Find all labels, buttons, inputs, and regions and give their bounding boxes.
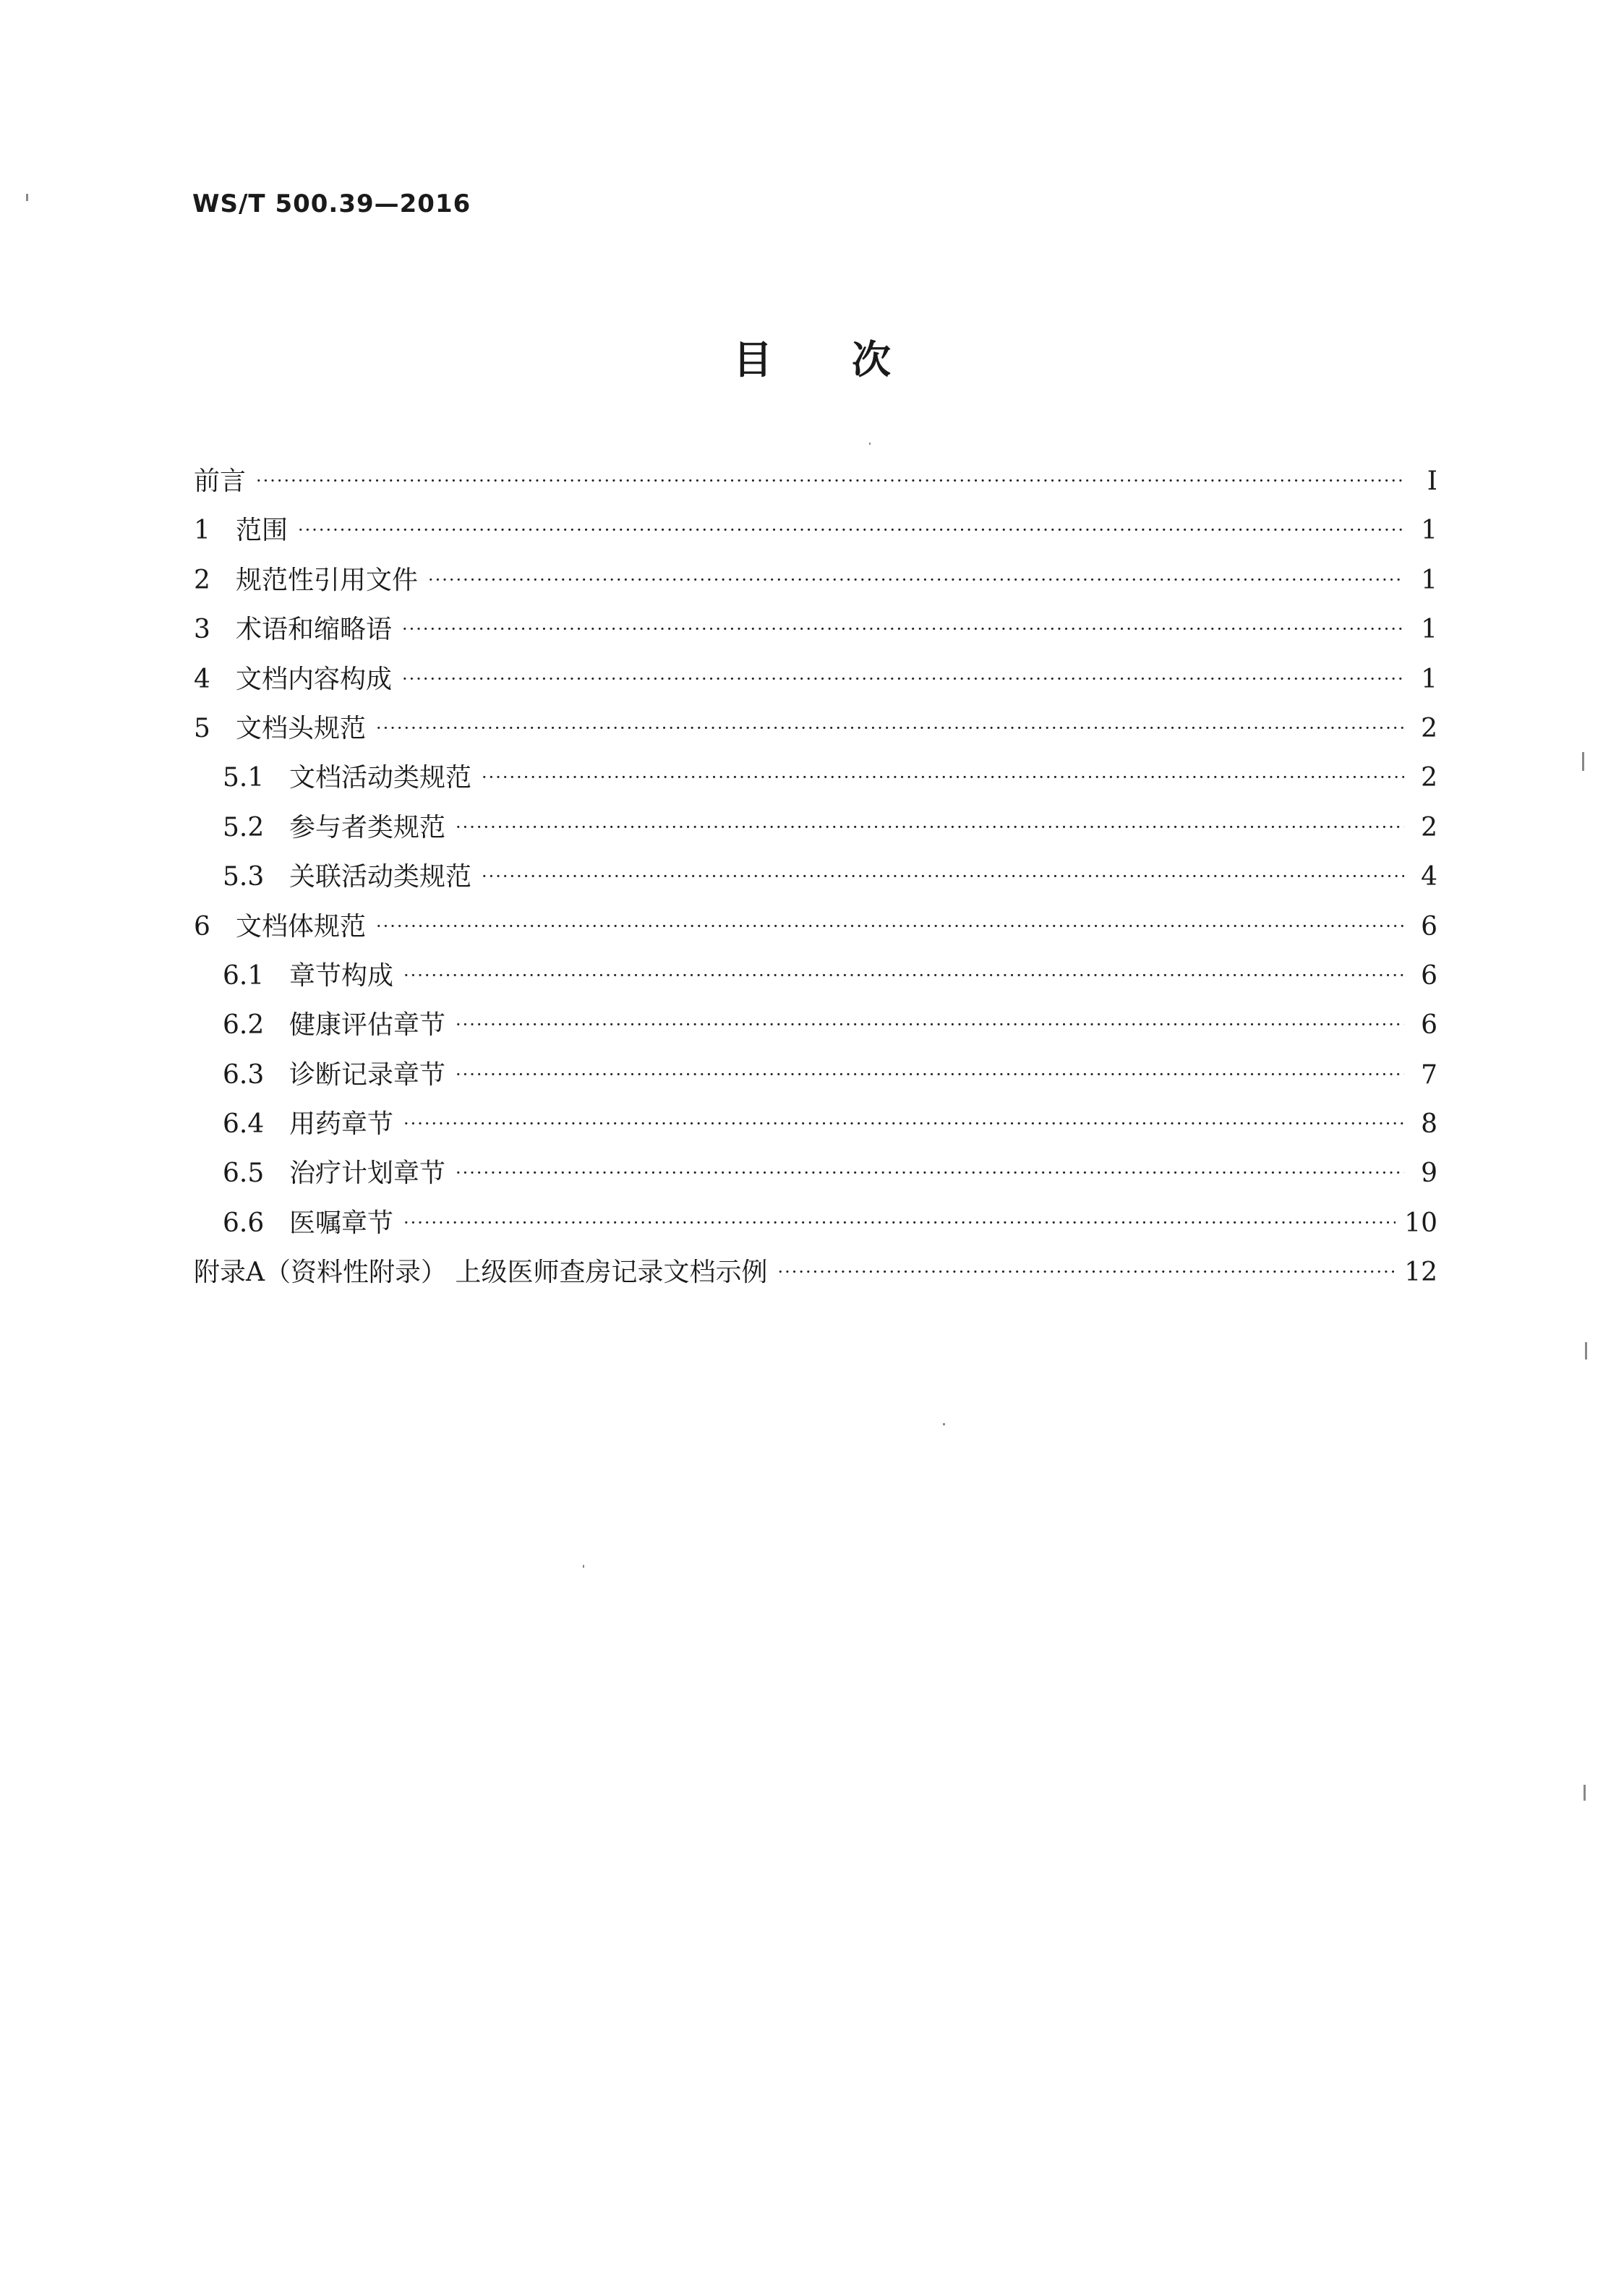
- scan-speck: [1585, 1342, 1587, 1360]
- toc-leader-dots: [456, 1000, 1404, 1049]
- toc-entry-appendix-a[interactable]: [194, 1248, 1437, 1297]
- toc-leader-dots: [376, 902, 1404, 951]
- toc-entry-number: 6.2: [223, 1010, 265, 1041]
- toc-entry-page: 4: [1421, 862, 1437, 892]
- toc-entry-number: 6: [194, 911, 210, 942]
- toc-entry-3[interactable]: [194, 605, 1437, 654]
- toc-entry-number: 6.1: [223, 960, 265, 991]
- toc-entry-label: 健康评估章节: [289, 1010, 446, 1041]
- toc-leader-dots: [482, 753, 1404, 802]
- toc-entry-6[interactable]: [194, 902, 1437, 952]
- toc-entry-label: 文档体规范: [236, 911, 367, 942]
- toc-leader-dots: [403, 1198, 1396, 1247]
- toc-entry-page: 12: [1404, 1258, 1437, 1288]
- toc-entry-number: 4: [194, 664, 210, 694]
- toc-entry-foreword[interactable]: [194, 457, 1437, 506]
- toc-entry-6-3[interactable]: [194, 1051, 1437, 1100]
- toc-entry-page: 2: [1421, 763, 1437, 793]
- toc-entry-label: 术语和缩略语: [236, 615, 393, 645]
- toc-entry-page: 10: [1404, 1208, 1437, 1238]
- toc-entry-label: 文档内容构成: [236, 664, 393, 694]
- toc-entry-label: 用药章节: [289, 1109, 394, 1140]
- toc-entry-6-1[interactable]: [194, 952, 1437, 1001]
- toc-entry-label: 附录A（资料性附录） 上级医师查房记录文档示例: [194, 1258, 768, 1288]
- toc-entry-label: 医嘱章节: [289, 1208, 394, 1238]
- scan-speck: [26, 194, 28, 201]
- toc-entry-number: 1: [194, 516, 210, 546]
- toc-entry-page: 9: [1421, 1158, 1437, 1189]
- toc-leader-dots: [482, 852, 1404, 901]
- toc-entry-number: 3: [194, 615, 210, 645]
- toc-entry-label: 文档头规范: [236, 713, 367, 743]
- toc-entry-page: 6: [1421, 1010, 1437, 1041]
- toc-entry-label: 范围: [236, 516, 289, 546]
- table-of-contents: [194, 457, 1437, 1298]
- toc-entry-number: 6.5: [223, 1158, 265, 1189]
- toc-entry-page: 1: [1421, 615, 1437, 645]
- page-title: 目次: [733, 337, 970, 383]
- toc-entry-number: 5.1: [223, 763, 265, 793]
- toc-entry-page: Ⅰ: [1427, 466, 1437, 496]
- toc-entry-label: 规范性引用文件: [236, 565, 419, 595]
- scan-speck: [943, 1423, 945, 1425]
- toc-leader-dots: [402, 654, 1404, 704]
- toc-leader-dots: [298, 505, 1404, 555]
- toc-entry-label: 前言: [194, 466, 247, 496]
- scan-speck: [869, 443, 871, 445]
- toc-entry-number: 6.6: [223, 1208, 265, 1238]
- toc-entry-page: 1: [1421, 516, 1437, 546]
- toc-entry-page: 8: [1421, 1109, 1437, 1140]
- toc-entry-label: 诊断记录章节: [289, 1059, 446, 1090]
- scan-speck: [1582, 752, 1584, 771]
- toc-entry-page: 6: [1421, 911, 1437, 942]
- toc-leader-dots: [256, 456, 1404, 505]
- scan-speck: [1584, 1785, 1586, 1801]
- toc-entry-page: 1: [1421, 565, 1437, 595]
- toc-entry-label: 文档活动类规范: [289, 763, 472, 793]
- toc-entry-label: 关联活动类规范: [289, 862, 472, 892]
- toc-leader-dots: [456, 1050, 1404, 1099]
- toc-leader-dots: [402, 605, 1404, 654]
- toc-entry-6-4[interactable]: [194, 1100, 1437, 1149]
- toc-entry-page: 2: [1421, 812, 1437, 842]
- document-code: WS/T 500.39—2016: [192, 189, 471, 218]
- toc-entry-number: 5: [194, 713, 210, 743]
- toc-entry-label: 章节构成: [289, 960, 394, 991]
- toc-entry-5-1[interactable]: [194, 754, 1437, 803]
- toc-entry-label: 治疗计划章节: [289, 1158, 446, 1189]
- toc-entry-1[interactable]: [194, 506, 1437, 555]
- toc-leader-dots: [428, 555, 1404, 605]
- toc-entry-6-2[interactable]: [194, 1001, 1437, 1050]
- toc-entry-6-6[interactable]: [194, 1199, 1437, 1248]
- toc-entry-number: 5.3: [223, 862, 265, 892]
- toc-entry-5-3[interactable]: [194, 853, 1437, 902]
- toc-entry-page: 1: [1421, 664, 1437, 694]
- toc-entry-5[interactable]: [194, 704, 1437, 754]
- toc-entry-number: 2: [194, 565, 210, 595]
- toc-leader-dots: [456, 1148, 1404, 1198]
- toc-entry-number: 6.4: [223, 1109, 265, 1140]
- scan-speck: [583, 1565, 584, 1568]
- toc-leader-dots: [403, 951, 1404, 1000]
- toc-entry-page: 7: [1421, 1059, 1437, 1090]
- toc-entry-page: 6: [1421, 960, 1437, 991]
- toc-leader-dots: [456, 803, 1404, 852]
- toc-entry-number: 5.2: [223, 812, 265, 842]
- toc-entry-6-5[interactable]: [194, 1149, 1437, 1198]
- toc-entry-4[interactable]: [194, 655, 1437, 704]
- toc-entry-number: 6.3: [223, 1059, 265, 1090]
- toc-entry-label: 参与者类规范: [289, 812, 446, 842]
- toc-leader-dots: [777, 1247, 1396, 1297]
- toc-entry-5-2[interactable]: [194, 803, 1437, 853]
- toc-entry-2[interactable]: [194, 556, 1437, 605]
- toc-leader-dots: [376, 704, 1404, 753]
- toc-entry-page: 2: [1421, 713, 1437, 743]
- toc-leader-dots: [403, 1099, 1404, 1148]
